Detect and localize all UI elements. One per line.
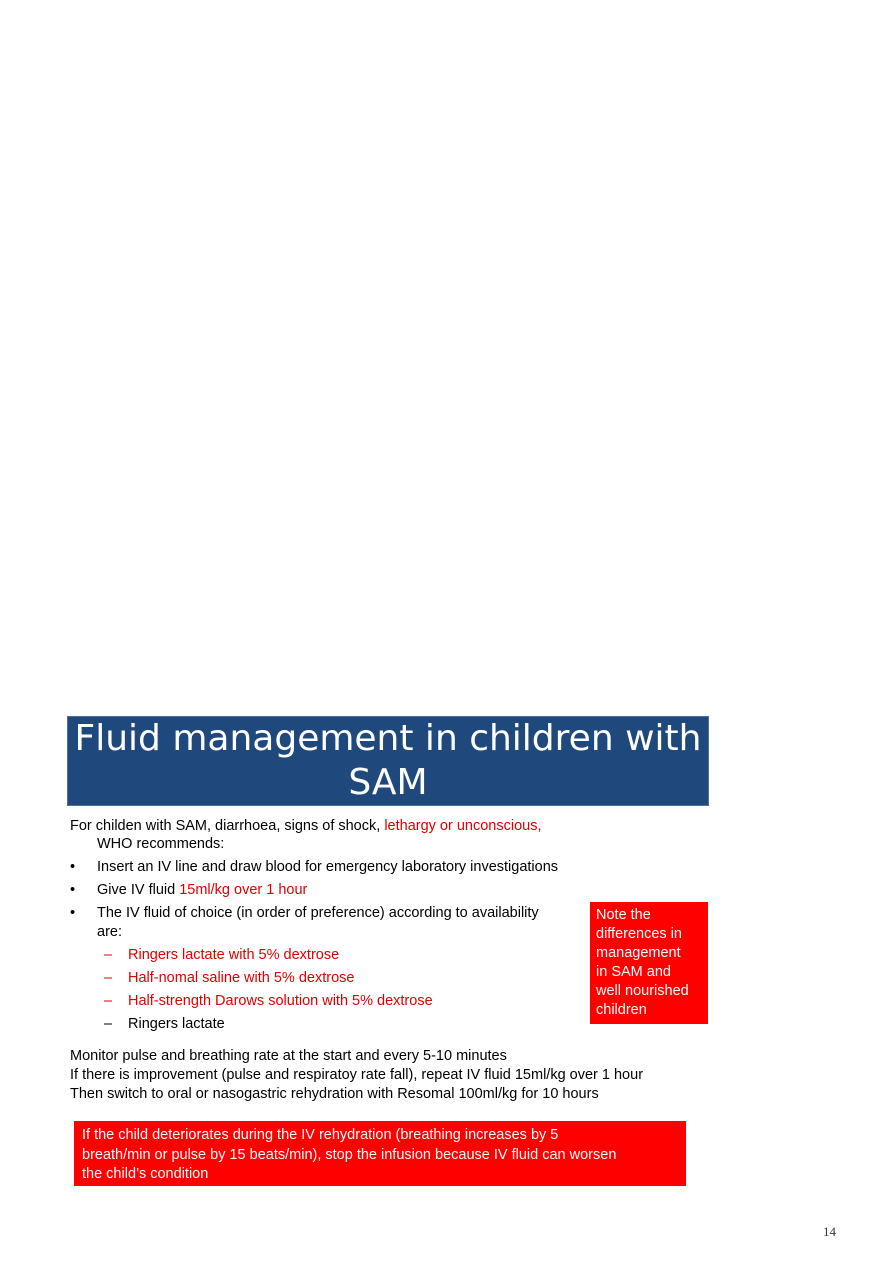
dash-icon: – (104, 1016, 113, 1032)
fluid-item-4: Ringers lactate (128, 1016, 225, 1032)
bullet-icon: • (70, 882, 76, 898)
monitor-line-1: Monitor pulse and breathing rate at the start and every 5-10 minutes (70, 1048, 507, 1064)
dash-icon: – (104, 993, 113, 1009)
intro-line2: WHO recommends: (97, 836, 225, 852)
dash-icon: – (104, 970, 113, 986)
intro-text: For childen with SAM, diarrhoea, signs of shock, (70, 818, 385, 834)
warning-line: If the child deteriorates during the IV rehydration (breathing increases by 5 (82, 1127, 559, 1143)
bullet-item-iv-fluid-text: Give IV fluid (97, 882, 180, 898)
intro-line (70, 817, 541, 835)
note-line: Note the (596, 907, 651, 923)
slide-title-line2: SAM (348, 762, 428, 803)
bullet-item-fluid-choice-line2: are: (97, 924, 122, 940)
slide-title-line1: Fluid management in children with (74, 718, 702, 759)
fluid-item-3: Half-strength Darows solution with 5% dextrose (128, 993, 433, 1009)
bullet-item-iv-fluid-dose: 15ml/kg over 1 hour (179, 882, 308, 898)
monitor-line-2: If there is improvement (pulse and respiratoy rate fall), repeat IV fluid 15ml/kg over 1 hour (70, 1067, 644, 1083)
warning-line: the child’s condition (82, 1166, 209, 1182)
note-line: well nourished (596, 983, 689, 999)
intro-highlight: lethargy or unconscious, (384, 818, 542, 834)
bullet-icon: • (70, 905, 76, 921)
note-line: in SAM and (596, 964, 671, 980)
note-line: children (596, 1002, 647, 1018)
fluid-item-1: Ringers lactate with 5% dextrose (128, 947, 340, 963)
note-callout (590, 902, 708, 1024)
monitor-line-3: Then switch to oral or nasogastric rehydration with Resomal 100ml/kg for 10 hours (70, 1086, 599, 1102)
note-line: management (596, 945, 681, 961)
slide-title (67, 716, 709, 806)
dash-icon: – (104, 947, 113, 963)
page-number: 14 (823, 1224, 836, 1239)
bullet-item-iv-fluid (97, 881, 307, 899)
bullet-item-fluid-choice: The IV fluid of choice (in order of preference) according to availability (97, 905, 539, 921)
bullet-item-iv-line: Insert an IV line and draw blood for emergency laboratory investigations (97, 859, 559, 875)
warning-line: breath/min or pulse by 15 beats/min), stop the infusion because IV fluid can worsen (82, 1146, 617, 1163)
note-line: differences in (596, 926, 682, 942)
fluid-item-2: Half-nomal saline with 5% dextrose (128, 970, 355, 986)
bullet-icon: • (70, 859, 76, 875)
warning-callout (74, 1121, 686, 1186)
